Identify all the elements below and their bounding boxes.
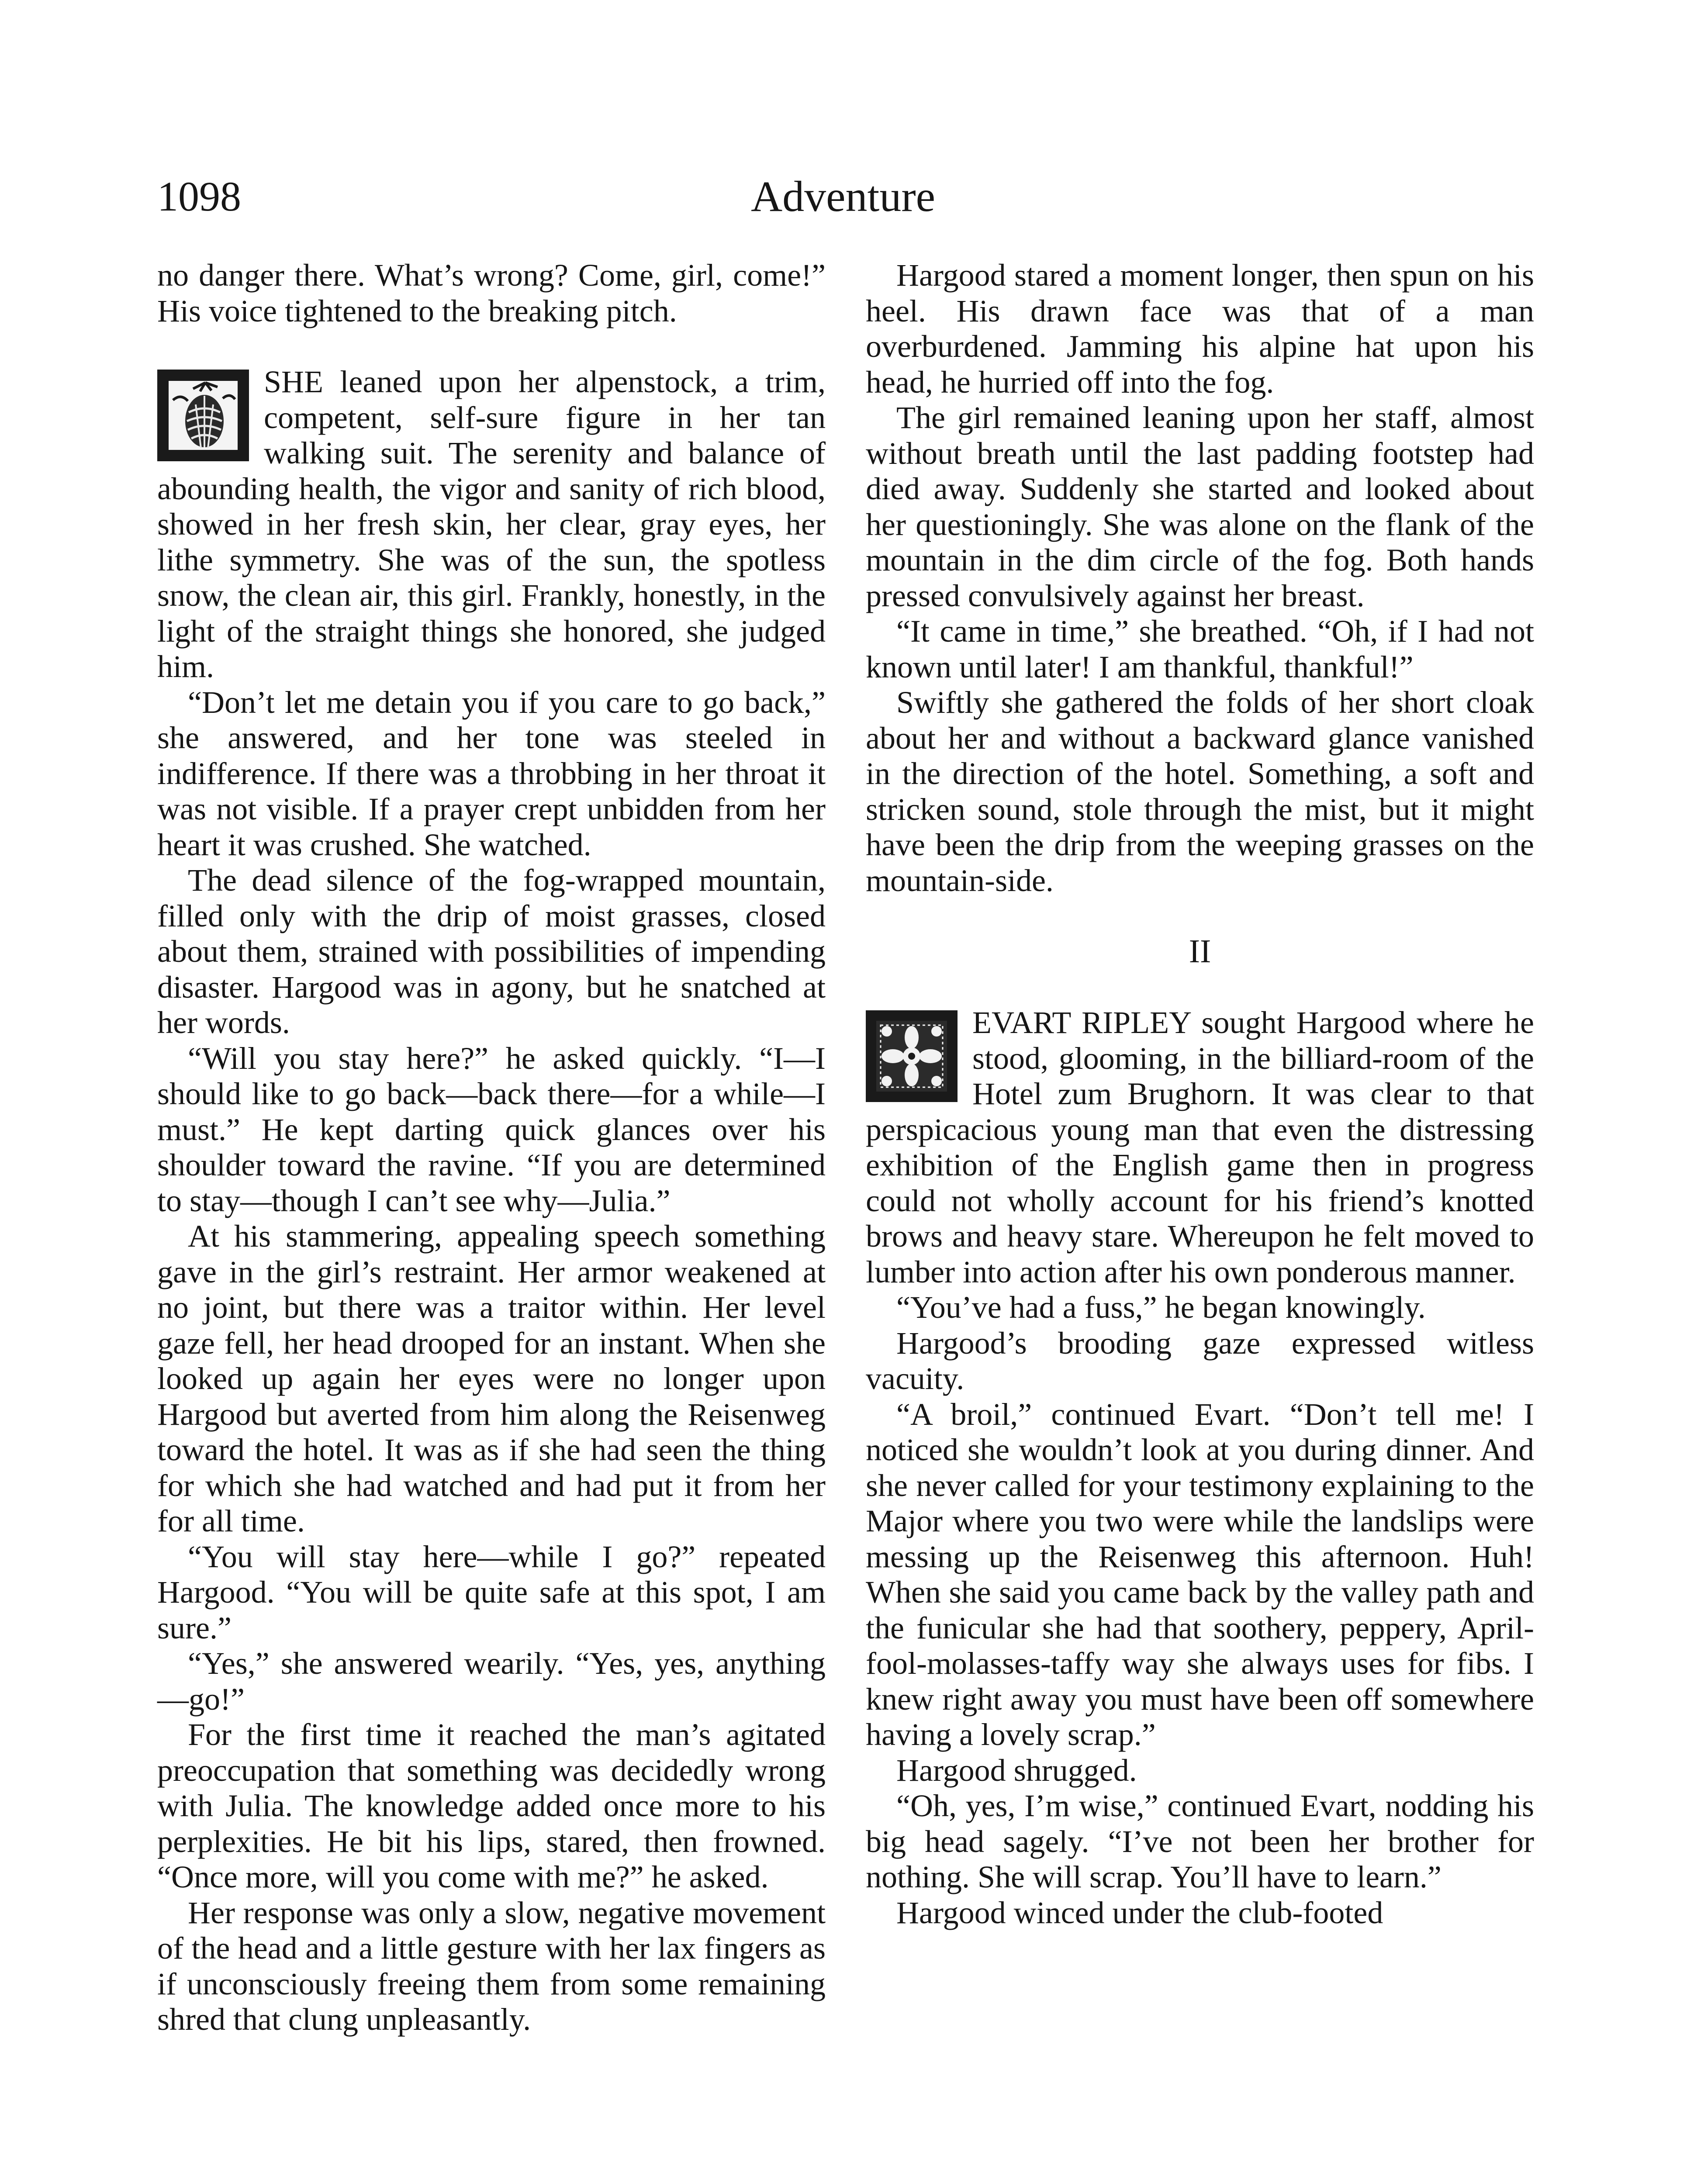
section-heading: II bbox=[1189, 933, 1211, 970]
paragraph: “Oh, yes, I’m wise,” continued Evart, nodding his big head sagely. “I’ve not been her brother for nothing. She will scrap. You’ll have to learn.” bbox=[866, 1788, 1534, 1894]
paragraph: The dead silence of the fog-wrapped mountain, filled only with the drip of moist grasses, closed about them, strained with possibilities of impending disaster. Hargood was in agony, but he snatched at her words. bbox=[157, 863, 826, 1040]
paragraph: Hargood shrugged. bbox=[896, 1752, 1137, 1788]
paragraph: Swiftly she gathered the folds of her short cloak about her and without a backward glance vanished in the direction of the hotel. Something, a soft and stricken sound, stole through the mist, but it might have been the drip from the weeping grasses on the mountain-side. bbox=[866, 685, 1534, 898]
floral-ornament-icon bbox=[866, 1010, 958, 1102]
paragraph: no danger there. What’s wrong? Come, girl, come!” His voice tightened to the breaking pitch. bbox=[157, 258, 826, 328]
paragraph: “Don’t let me detain you if you care to go back,” she answered, and her tone was steeled in indifference. If there was a throbbing in her throat it was not visible. If a prayer crept unbidden from her heart it was crushed. She watched. bbox=[157, 684, 826, 862]
paragraph: SHE leaned upon her alpenstock, a trim, competent, self-sure figure in her tan walking suit. The serenity and balance of abounding health, the vigor and sanity of rich blood, showed in her fresh skin, her clear, gray eyes, her lithe symmetry. She was of the sun, the spotless snow, the clean air, this girl. Frankly, honestly, in the light of the straight things she honored, she judged him. bbox=[157, 364, 826, 684]
paragraph: Hargood stared a moment longer, then spun on his heel. His drawn face was that of a man overburdened. Jamming his alpine hat upon his head, he hurried off into the fog. bbox=[866, 258, 1534, 400]
pine-cone-ornament-icon bbox=[157, 370, 249, 461]
paragraph: For the first time it reached the man’s agitated preoccupation that something was decidedly wrong with Julia. The knowledge added once more to his perplexities. He bit his lips, stared, then frowned. “Once more, will you come with me?” he asked. bbox=[157, 1717, 826, 1894]
paragraph: “It came in time,” she breathed. “Oh, if I had not known until later! I am thankful, thankful!” bbox=[866, 614, 1534, 684]
section-break bbox=[157, 329, 826, 364]
paragraph: At his stammering, appealing speech something gave in the girl’s restraint. Her armor weakened at no joint, but there was a traitor within. Her level gaze fell, her head drooped for an instant. When she looked up again her eyes were no longer upon Hargood but averted from him along the Reisenweg toward the hotel. It was as if she had seen the thing for which she had watched and had put it from her for all time. bbox=[157, 1219, 826, 1538]
paragraph: EVART RIPLEY sought Hargood where he stood, glooming, in the billiard-room of the Hotel zum Brughorn. It was clear to that perspicacious young man that even the distressing exhibition of the English game then in progress could not wholly account for his friend’s knotted brows and heavy stare. Whereupon he felt moved to lumber into action after his own ponderous manner. bbox=[866, 1005, 1534, 1289]
paragraph: The girl remained leaning upon her staff, almost without breath until the last padding footstep had died away. Suddenly she started and looked about her questioningly. She was alone on the flank of the mountain in the dim circle of the fog. Both hands pressed convulsively against her breast. bbox=[866, 400, 1534, 613]
paragraph: Hargood winced under the club-footed bbox=[896, 1895, 1383, 1930]
section-break bbox=[866, 898, 1534, 934]
paragraph: Her response was only a slow, negative movement of the head and a little gesture with her lax fingers as if unconsciously freeing them from some remaining shred that clung unpleasantly. bbox=[157, 1895, 826, 2037]
paragraph: “A broil,” continued Evart. “Don’t tell me! I noticed she wouldn’t look at you during dinner. And she never called for your testimony explaining to the Major where you two were while the landslips were messing up the Reisenweg this afternoon. Huh! When she said you came back by the valley path and the funicular she had that soothery, peppery, April-fool-molasses-taffy way she always uses for fibs. I knew right away you must have been off somewhere having a lovely scrap.” bbox=[866, 1396, 1534, 1752]
page-number: 1098 bbox=[157, 173, 241, 220]
paragraph: “Yes,” she answered wearily. “Yes, yes, anything—go!” bbox=[157, 1646, 826, 1717]
left-column bbox=[157, 258, 826, 2038]
paragraph: “Will you stay here?” he asked quickly. “I—I should like to go back—back there—for a while—I must.” He kept darting quick glances over his shoulder toward the ravine. “If you are determined to stay—though I can’t see why—Julia.” bbox=[157, 1040, 826, 1218]
paragraph: “You will stay here—while I go?” repeated Hargood. “You will be quite safe at this spot, I am sure.” bbox=[157, 1539, 826, 1645]
right-column bbox=[866, 258, 1534, 1931]
page-header bbox=[157, 166, 1529, 227]
paragraph: “You’ve had a fuss,” he began knowingly. bbox=[896, 1290, 1426, 1325]
running-title: Adventure bbox=[750, 172, 936, 221]
paragraph: Hargood’s brooding gaze expressed witless vacuity. bbox=[866, 1325, 1534, 1396]
